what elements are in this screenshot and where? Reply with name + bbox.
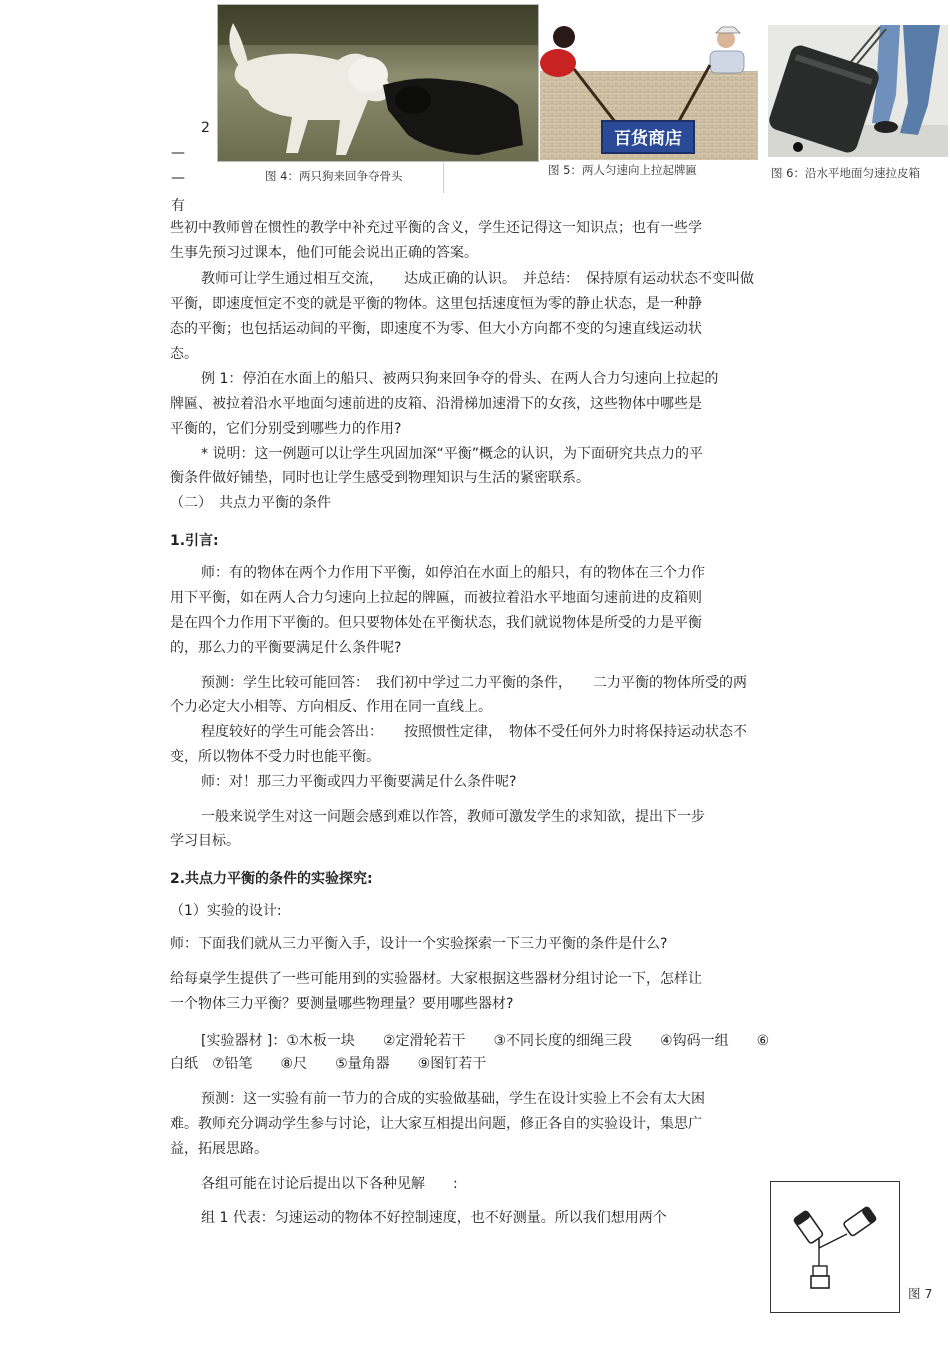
materials-list-line-1: [实验器材 ]：①木板一块 ②定滑轮若干 ③不同长度的细绳三段 ④钩码一组 ⑥ [201, 1033, 770, 1049]
subheading-experiment: 2.共点力平衡的条件的实验探究: [170, 871, 373, 887]
prediction-line-2: 个力必定大小相等、方向相反、作用在同一直线上。 [170, 699, 492, 715]
text-line-5: 态的平衡；也包括运动间的平衡，即速度不为零、但大小方向都不变的匀速直线运动状 [170, 321, 702, 337]
line-start-char: 有 [171, 198, 185, 214]
note-line-1: * 说明：这一例题可以让学生巩固加深“平衡”概念的认识，为下面研究共点力的平 [201, 446, 703, 462]
figure-5-image [540, 23, 758, 160]
intro-line-1: 师：有的物体在两个力作用下平衡，如停泊在水面上的船只，有的物体在三个力作 [201, 565, 705, 581]
sign-lift-illustration [540, 23, 758, 160]
dogs-illustration [218, 5, 538, 161]
text-line-4: 平衡，即速度恒定不变的就是平衡的物体。这里包括速度恒为零的静止状态，是一种静 [170, 296, 702, 312]
note-line-2: 衡条件做好铺垫，同时也让学生感受到物理知识与生活的紧密联系。 [170, 470, 590, 486]
text-line-1: 些初中教师曾在惯性的教学中补充过平衡的含义，学生还记得这一知识点；也有一些学 [170, 220, 702, 236]
example-1-line-2: 牌匾、被拉着沿水平地面匀速前进的皮箱、沿滑梯加速滑下的女孩，这些物体中哪些是 [170, 396, 702, 412]
dash-mark-2: — [171, 170, 185, 186]
text-line-3: 教师可让学生通过相互交流， 达成正确的认识。 并总结： 保持原有运动状态不变叫做 [201, 271, 754, 287]
figure-7-box [770, 1181, 900, 1313]
subheading-design: （1）实验的设计: [170, 903, 282, 919]
prediction2-line-2: 难。教师充分调动学生参与讨论，让大家互相提出问题，修正各自的实验设计，集思广 [170, 1116, 702, 1132]
groups-intro-line: 各组可能在讨论后提出以下各种见解 : [201, 1176, 458, 1192]
advanced-answer-line-1: 程度较好的学生可能会答出： 按照惯性定律， 物体不受任何外力时将保持运动状态不 [201, 724, 747, 740]
general-line-2: 学习目标。 [170, 833, 240, 849]
prediction-line-1: 预测：学生比较可能回答： 我们初中学过二力平衡的条件， 二力平衡的物体所受的两 [201, 675, 747, 691]
figure-4-image [217, 4, 539, 162]
spring-scale-right-icon [843, 1206, 877, 1236]
spring-scale-diagram [771, 1182, 899, 1312]
teacher-question-line: 师：对！那三力平衡或四力平衡要满足什么条件呢? [201, 774, 517, 790]
general-line-1: 一般来说学生对这一问题会感到难以作答，教师可激发学生的求知欲，提出下一步 [201, 809, 705, 825]
figure-7-caption: 图 7 [908, 1286, 933, 1301]
figure-5-caption: 图 5：两人匀速向上拉起牌匾 [548, 163, 697, 177]
prediction2-line-3: 益，拓展思路。 [170, 1141, 268, 1157]
page-number: 2 [201, 120, 210, 136]
figure-6-caption: 图 6：沿水平地面匀速拉皮箱 [771, 166, 920, 180]
intro-line-3: 是在四个力作用下平衡的。但只要物体处在平衡状态，我们就说物体是所受的力是平衡 [170, 615, 702, 631]
dash-mark-1: — [171, 145, 185, 161]
caption-divider-4 [443, 163, 444, 193]
text-line-6: 态。 [170, 346, 198, 362]
materials-intro-line-1: 给每桌学生提供了一些可能用到的实验器材。大家根据这些器材分组讨论一下，怎样让 [170, 971, 702, 987]
example-1-line-1: 例 1：停泊在水面上的船只、被两只狗来回争夺的骨头、在两人合力匀速向上拉起的 [201, 371, 719, 387]
materials-list-line-2: 白纸 ⑦铅笔 ⑧尺 ⑤量角器 ⑨图钉若干 [170, 1056, 487, 1072]
teacher-design-line: 师：下面我们就从三力平衡入手，设计一个实验探索一下三力平衡的条件是什么? [170, 936, 668, 952]
intro-line-4: 的，那么力的平衡要满足什么条件呢? [170, 640, 402, 656]
intro-line-2: 用下平衡，如在两人合力匀速向上拉起的牌匾，而被拉着沿水平地面匀速前进的皮箱则 [170, 590, 702, 606]
group-1-line: 组 1 代表：匀速运动的物体不好控制速度，也不好测量。所以我们想用两个 [201, 1210, 667, 1226]
materials-intro-line-2: 一个物体三力平衡？要测量哪些物理量？要用哪些器材? [170, 996, 514, 1012]
figure-6-image [768, 25, 948, 157]
figure-4-caption: 图 4：两只狗来回争夺骨头 [265, 169, 403, 183]
example-1-line-3: 平衡的，它们分别受到哪些力的作用? [170, 421, 402, 437]
sign-text: 百货商店 [614, 129, 682, 148]
advanced-answer-line-2: 变，所以物体不受力时也能平衡。 [170, 749, 380, 765]
subheading-intro: 1.引言: [170, 533, 219, 549]
text-line-2: 生事先预习过课本，他们可能会说出正确的答案。 [170, 245, 478, 261]
section-heading-2: （二） 共点力平衡的条件 [170, 495, 331, 511]
prediction2-line-1: 预测：这一实验有前一节力的合成的实验做基础，学生在设计实验上不会有太大困 [201, 1091, 705, 1107]
suitcase-illustration [768, 25, 948, 157]
